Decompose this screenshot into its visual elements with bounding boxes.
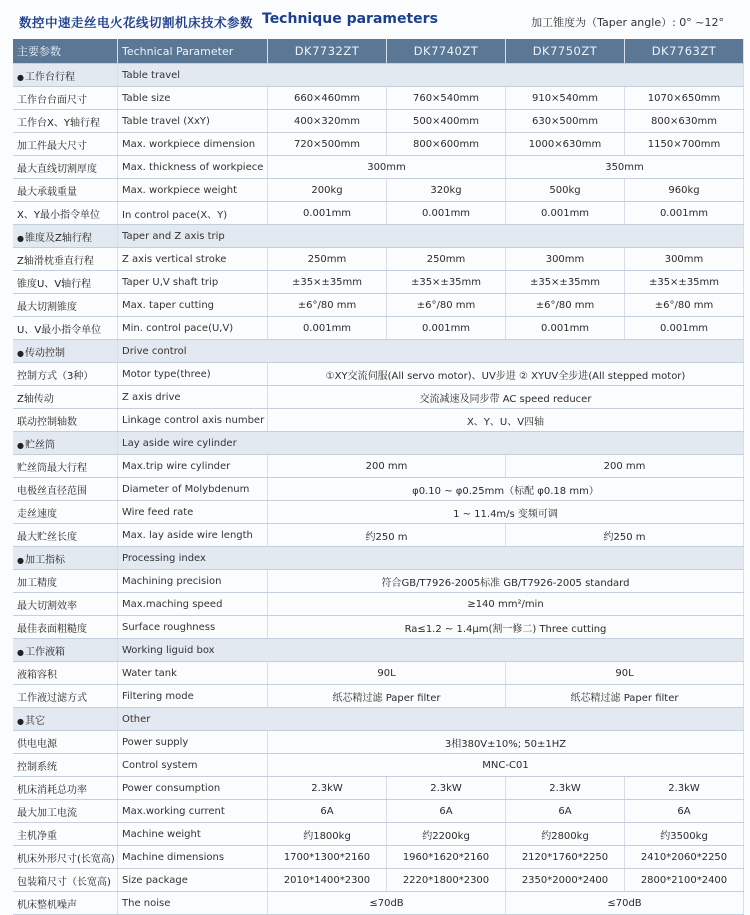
param-label-cn: 机床整机噪声 — [13, 892, 118, 915]
table-row — [13, 731, 744, 754]
param-value: 350mm — [506, 156, 744, 179]
param-label-en: In control pace(X、Y) — [118, 202, 268, 225]
param-value: 6A — [268, 800, 387, 823]
param-value: 2010*1400*2300 — [268, 869, 387, 892]
param-label-en: Max. workpiece dimension — [118, 133, 268, 156]
param-value: Ra≤1.2 ~ 1.4μm(割一修二) Three cutting — [268, 616, 744, 639]
param-value: 0.001mm — [387, 317, 506, 340]
param-value: 6A — [506, 800, 625, 823]
section-label-cn: ● 锥度及Z轴行程 — [13, 225, 118, 248]
param-value: 1150×700mm — [625, 133, 744, 156]
param-label-en: Max. thickness of workpiece — [118, 156, 268, 179]
param-value: 300mm — [625, 248, 744, 271]
param-label-cn: 最佳表面粗糙度 — [13, 616, 118, 639]
table-row — [13, 685, 744, 708]
param-value: 200kg — [268, 179, 387, 202]
param-value: 1000×630mm — [506, 133, 625, 156]
param-label-cn: 走丝速度 — [13, 501, 118, 524]
param-value: ±35×±35mm — [387, 271, 506, 294]
table-row — [13, 271, 744, 294]
spec-table — [13, 39, 744, 915]
param-value: 2.3kW — [625, 777, 744, 800]
model-header: DK7732ZT — [268, 39, 387, 64]
param-value: 2.3kW — [268, 777, 387, 800]
param-value: 250mm — [268, 248, 387, 271]
param-value: 760×540mm — [387, 87, 506, 110]
param-label-en: Max.trip wire cylinder — [118, 455, 268, 478]
section-row — [13, 432, 744, 455]
param-label-en: Diameter of Molybdenum — [118, 478, 268, 501]
table-row — [13, 777, 744, 800]
section-label-en: Working liguid box — [118, 639, 744, 662]
param-label-en: Taper U,V shaft trip — [118, 271, 268, 294]
param-value: 910×540mm — [506, 87, 625, 110]
table-row — [13, 754, 744, 777]
param-label-en: Power consumption — [118, 777, 268, 800]
taper-angle-note: 加工锥度为（Taper angle）: 0° ~12° — [531, 16, 724, 29]
param-value: 720×500mm — [268, 133, 387, 156]
param-value: 2800*2100*2400 — [625, 869, 744, 892]
param-label-en: Machine dimensions — [118, 846, 268, 869]
param-label-en: Max. workpiece weight — [118, 179, 268, 202]
section-label-cn: ● 贮丝筒 — [13, 432, 118, 455]
header-en: Technical Parameter — [118, 39, 268, 64]
section-label-en: Processing index — [118, 547, 744, 570]
section-label-en: Drive control — [118, 340, 744, 363]
param-value: 6A — [387, 800, 506, 823]
param-value: 90L — [268, 662, 506, 685]
section-row — [13, 639, 744, 662]
param-label-cn: U、V最小指令单位 — [13, 317, 118, 340]
param-value: ±35×±35mm — [268, 271, 387, 294]
param-label-cn: 控制系统 — [13, 754, 118, 777]
param-value: 约3500kg — [625, 823, 744, 846]
section-label-cn: ● 工作液箱 — [13, 639, 118, 662]
section-label-cn: ● 传动控制 — [13, 340, 118, 363]
title-chinese: 数控中速走丝电火花线切割机床技术参数 — [19, 15, 254, 30]
section-row — [13, 340, 744, 363]
param-value: ±6°/80 mm — [387, 294, 506, 317]
table-row — [13, 823, 744, 846]
param-value: 1 ~ 11.4m/s 变频可调 — [268, 501, 744, 524]
param-value: 500kg — [506, 179, 625, 202]
param-value: 660×460mm — [268, 87, 387, 110]
model-header: DK7763ZT — [625, 39, 744, 64]
param-value: 约250 m — [268, 524, 506, 547]
param-value: 400×320mm — [268, 110, 387, 133]
param-value: 约1800kg — [268, 823, 387, 846]
param-value: 1070×650mm — [625, 87, 744, 110]
param-label-en: Water tank — [118, 662, 268, 685]
param-label-cn: X、Y最小指令单位 — [13, 202, 118, 225]
page-header — [0, 0, 750, 38]
param-value: 800×630mm — [625, 110, 744, 133]
section-label-cn: ● 加工指标 — [13, 547, 118, 570]
param-label-cn: 包装箱尺寸（长宽高) — [13, 869, 118, 892]
param-value: ±6°/80 mm — [625, 294, 744, 317]
param-value: 200 mm — [268, 455, 506, 478]
param-label-en: Z axis vertical stroke — [118, 248, 268, 271]
param-value: 200 mm — [506, 455, 744, 478]
param-value: 90L — [506, 662, 744, 685]
header-cn: 主要参数 — [13, 39, 118, 64]
param-label-en: Table size — [118, 87, 268, 110]
param-value: 0.001mm — [387, 202, 506, 225]
param-value: ±35×±35mm — [506, 271, 625, 294]
param-value: 2120*1760*2250 — [506, 846, 625, 869]
param-label-cn: 液箱容积 — [13, 662, 118, 685]
param-value: 1700*1300*2160 — [268, 846, 387, 869]
param-label-en: Filtering mode — [118, 685, 268, 708]
section-row — [13, 225, 744, 248]
param-value: 约2800kg — [506, 823, 625, 846]
param-value: X、Y、U、V四轴 — [268, 409, 744, 432]
param-value: ①XY交流伺服(All servo motor)、UV步进 ② XYUV全步进(All stepped motor) — [268, 363, 744, 386]
param-label-en: Motor type(three) — [118, 363, 268, 386]
table-row — [13, 87, 744, 110]
param-value: 符合GB/T7926-2005标准 GB/T7926-2005 standard — [268, 570, 744, 593]
param-value: ±35×±35mm — [625, 271, 744, 294]
table-header-row — [13, 39, 744, 64]
table-row — [13, 363, 744, 386]
param-label-en: Size package — [118, 869, 268, 892]
table-row — [13, 846, 744, 869]
param-label-cn: 联动控制轴数 — [13, 409, 118, 432]
param-value: 0.001mm — [625, 317, 744, 340]
param-label-cn: 电极丝直径范围 — [13, 478, 118, 501]
table-row — [13, 156, 744, 179]
param-value: 2350*2000*2400 — [506, 869, 625, 892]
param-value: 约2200kg — [387, 823, 506, 846]
table-row — [13, 593, 744, 616]
param-label-cn: 主机净重 — [13, 823, 118, 846]
table-row — [13, 202, 744, 225]
param-label-en: Control system — [118, 754, 268, 777]
table-row — [13, 800, 744, 823]
param-label-cn: 贮丝筒最大行程 — [13, 455, 118, 478]
table-row — [13, 133, 744, 156]
param-value: 800×600mm — [387, 133, 506, 156]
param-value: ±6°/80 mm — [506, 294, 625, 317]
table-row — [13, 409, 744, 432]
param-label-en: Surface roughness — [118, 616, 268, 639]
param-value: ±6°/80 mm — [268, 294, 387, 317]
section-label-en: Lay aside wire cylinder — [118, 432, 744, 455]
section-row — [13, 64, 744, 87]
param-label-cn: 控制方式（3种） — [13, 363, 118, 386]
table-row — [13, 616, 744, 639]
param-label-cn: 机床消耗总功率 — [13, 777, 118, 800]
param-value: 250mm — [387, 248, 506, 271]
param-label-en: Table travel (XxY) — [118, 110, 268, 133]
section-row — [13, 708, 744, 731]
param-value: 3相380V±10%; 50±1HZ — [268, 731, 744, 754]
section-label-cn: ● 其它 — [13, 708, 118, 731]
param-value: ≤70dB — [268, 892, 506, 915]
param-label-cn: 加工精度 — [13, 570, 118, 593]
param-value: 纸芯精过滤 Paper filter — [506, 685, 744, 708]
param-value: 2.3kW — [387, 777, 506, 800]
param-label-cn: 最大承载重量 — [13, 179, 118, 202]
table-row — [13, 892, 744, 915]
param-label-cn: 锥度U、V轴行程 — [13, 271, 118, 294]
param-value: 960kg — [625, 179, 744, 202]
section-label-cn: ● 工作台行程 — [13, 64, 118, 87]
param-label-en: The noise — [118, 892, 268, 915]
param-value: 0.001mm — [625, 202, 744, 225]
table-row — [13, 455, 744, 478]
table-row — [13, 179, 744, 202]
table-row — [13, 501, 744, 524]
table-row — [13, 317, 744, 340]
param-label-en: Power supply — [118, 731, 268, 754]
param-value: 500×400mm — [387, 110, 506, 133]
param-label-cn: 供电电源 — [13, 731, 118, 754]
param-value: 2.3kW — [506, 777, 625, 800]
param-value: 300mm — [506, 248, 625, 271]
param-label-cn: 工作台台面尺寸 — [13, 87, 118, 110]
param-label-en: Wire feed rate — [118, 501, 268, 524]
model-header: DK7740ZT — [387, 39, 506, 64]
param-label-cn: 工作台X、Y轴行程 — [13, 110, 118, 133]
table-row — [13, 110, 744, 133]
table-row — [13, 386, 744, 409]
param-value: MNC-C01 — [268, 754, 744, 777]
param-label-cn: 工作液过滤方式 — [13, 685, 118, 708]
param-value: 2220*1800*2300 — [387, 869, 506, 892]
param-value: 交流减速及同步带 AC speed reducer — [268, 386, 744, 409]
param-value: 320kg — [387, 179, 506, 202]
param-label-en: Max.maching speed — [118, 593, 268, 616]
param-label-en: Z axis drive — [118, 386, 268, 409]
param-label-en: Min. control pace(U,V) — [118, 317, 268, 340]
section-label-en: Table travel — [118, 64, 744, 87]
param-label-en: Machine weight — [118, 823, 268, 846]
param-value: 约250 m — [506, 524, 744, 547]
param-label-cn: Z轴滑枕垂直行程 — [13, 248, 118, 271]
param-value: 630×500mm — [506, 110, 625, 133]
table-row — [13, 248, 744, 271]
param-value: 0.001mm — [268, 317, 387, 340]
param-label-cn: 机床外形尺寸(长宽高) — [13, 846, 118, 869]
section-label-en: Other — [118, 708, 744, 731]
param-label-en: Max. taper cutting — [118, 294, 268, 317]
param-label-en: Linkage control axis number — [118, 409, 268, 432]
table-row — [13, 869, 744, 892]
param-label-cn: 最大贮丝长度 — [13, 524, 118, 547]
param-label-en: Max. lay aside wire length — [118, 524, 268, 547]
table-row — [13, 524, 744, 547]
param-label-cn: 最大加工电流 — [13, 800, 118, 823]
param-value: 0.001mm — [268, 202, 387, 225]
table-row — [13, 294, 744, 317]
param-label-cn: 最大直线切割厚度 — [13, 156, 118, 179]
param-label-cn: 加工件最大尺寸 — [13, 133, 118, 156]
param-label-cn: Z轴传动 — [13, 386, 118, 409]
param-value: 300mm — [268, 156, 506, 179]
section-label-en: Taper and Z axis trip — [118, 225, 744, 248]
table-row — [13, 478, 744, 501]
param-value: ≥140 mm²/min — [268, 593, 744, 616]
param-value: 0.001mm — [506, 202, 625, 225]
param-value: 6A — [625, 800, 744, 823]
param-label-cn: 最大切割锥度 — [13, 294, 118, 317]
param-value: 纸芯精过滤 Paper filter — [268, 685, 506, 708]
table-row — [13, 570, 744, 593]
param-value: 1960*1620*2160 — [387, 846, 506, 869]
param-label-cn: 最大切割效率 — [13, 593, 118, 616]
param-value: ≤70dB — [506, 892, 744, 915]
table-row — [13, 662, 744, 685]
section-row — [13, 547, 744, 570]
param-value: 0.001mm — [506, 317, 625, 340]
param-label-en: Max.working current — [118, 800, 268, 823]
model-header: DK7750ZT — [506, 39, 625, 64]
param-value: 2410*2060*2250 — [625, 846, 744, 869]
param-label-en: Machining precision — [118, 570, 268, 593]
param-value: φ0.10 ~ φ0.25mm（标配 φ0.18 mm） — [268, 478, 744, 501]
title-english: Technique parameters — [262, 11, 438, 27]
